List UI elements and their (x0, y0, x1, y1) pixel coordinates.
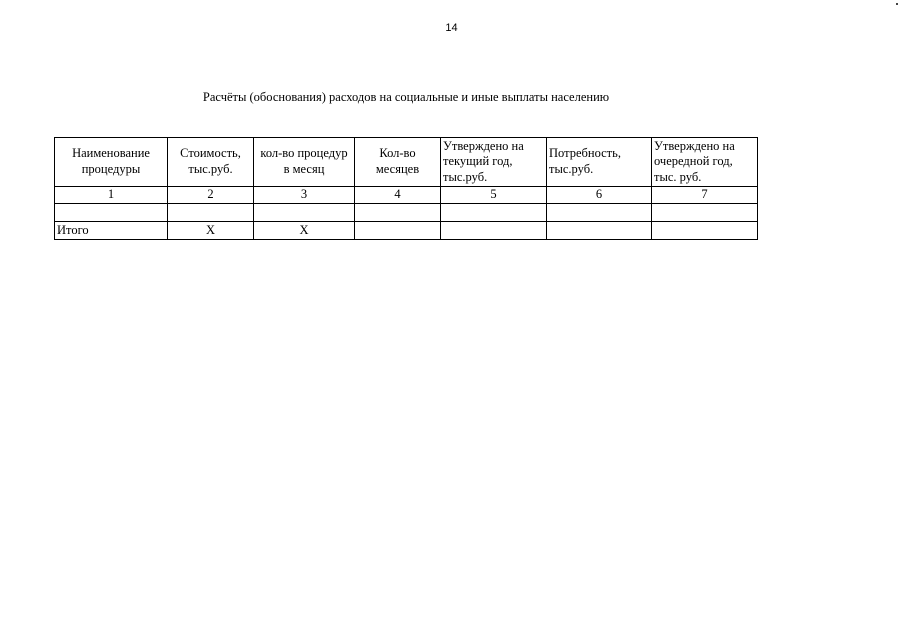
header-need: Потребность, тыс.руб. (547, 138, 652, 187)
table-row (55, 204, 758, 222)
calculation-table (54, 137, 758, 240)
total-cost-cell: Х (168, 222, 254, 240)
total-need-cell (547, 222, 652, 240)
total-procedures-cell: Х (254, 222, 355, 240)
header-months-count: Кол-во месяцев (355, 138, 441, 187)
total-label: Итого (55, 222, 168, 240)
header-approved-current-year: Утверждено на текущий год, тыс.руб. (441, 138, 547, 187)
table-cell (441, 204, 547, 222)
document-title: Расчёты (обоснования) расходов на социальные и иные выплаты населению (202, 90, 610, 104)
column-number: 6 (547, 187, 652, 204)
column-number: 7 (652, 187, 758, 204)
column-number: 4 (355, 187, 441, 204)
header-procedure-name: Наименование процедуры (55, 138, 168, 187)
column-number: 2 (168, 187, 254, 204)
total-approved-current-cell (441, 222, 547, 240)
header-procedures-per-month: кол-во процедур в месяц (254, 138, 355, 187)
header-row (55, 138, 758, 187)
total-row (55, 222, 758, 240)
table-cell (355, 204, 441, 222)
table-cell (168, 204, 254, 222)
scan-speck (896, 3, 898, 5)
column-number: 5 (441, 187, 547, 204)
table-cell (254, 204, 355, 222)
table-cell (55, 204, 168, 222)
table-cell (547, 204, 652, 222)
column-number-row (55, 187, 758, 204)
column-number: 3 (254, 187, 355, 204)
header-cost: Стоимость, тыс.руб. (168, 138, 254, 187)
total-months-cell (355, 222, 441, 240)
header-approved-next-year: Утверждено на очередной год, тыс. руб. (652, 138, 758, 187)
total-approved-next-cell (652, 222, 758, 240)
page-number: 14 (445, 22, 458, 34)
table-cell (652, 204, 758, 222)
column-number: 1 (55, 187, 168, 204)
